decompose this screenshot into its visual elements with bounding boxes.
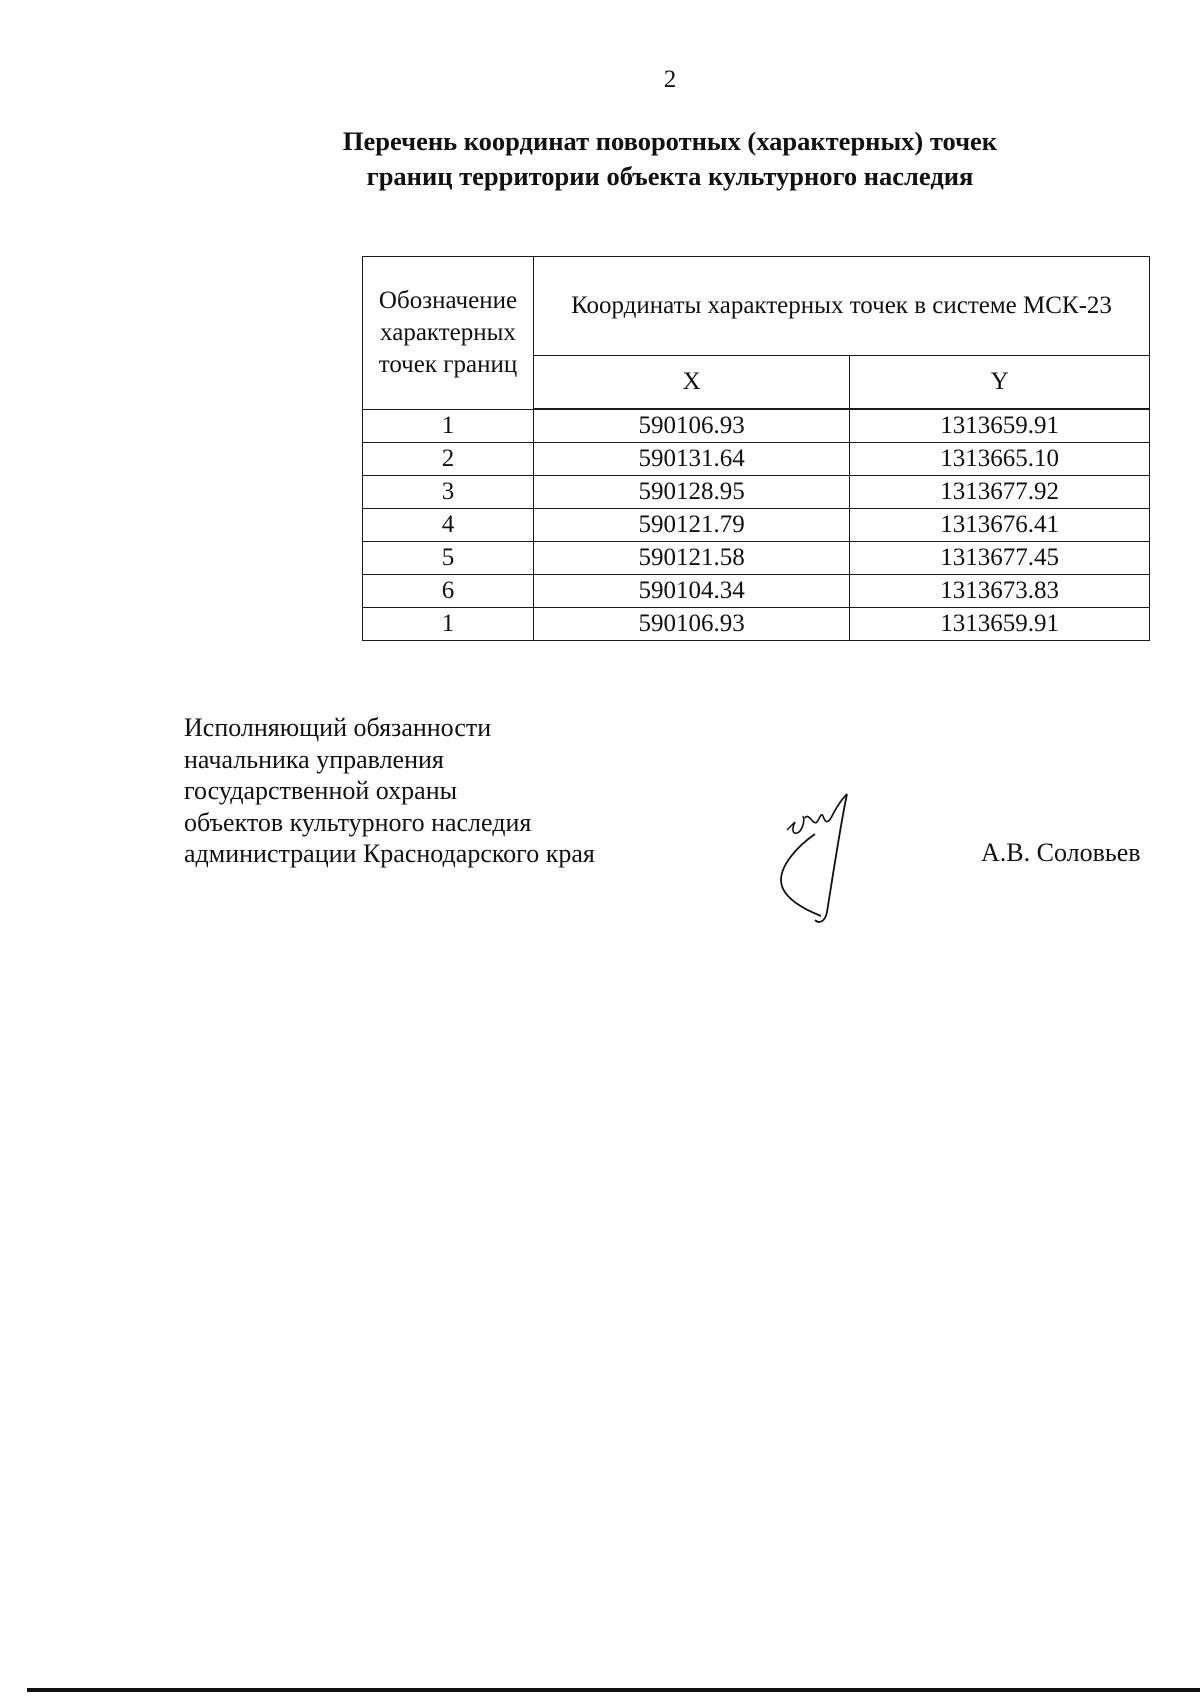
- title-line-2: границ территории объекта культурного наследия: [366, 161, 974, 191]
- bottom-rule: [27, 1688, 1200, 1692]
- x-coordinate-cell: 590106.93: [534, 608, 850, 641]
- header-y: Y: [850, 356, 1150, 410]
- point-cell: 3: [363, 476, 534, 509]
- page-number: 2: [663, 66, 677, 93]
- signer-position-line: государственной охраны: [184, 776, 458, 805]
- point-cell: 1: [363, 409, 534, 443]
- table-row: [363, 608, 1150, 641]
- table-row: [363, 542, 1150, 575]
- x-coordinate-cell: 590121.58: [534, 542, 850, 575]
- point-cell: 5: [363, 542, 534, 575]
- point-cell: 2: [363, 443, 534, 476]
- signer-name: А.В. Соловьев: [981, 838, 1141, 867]
- y-coordinate-cell: 1313673.83: [850, 575, 1150, 608]
- point-cell: 6: [363, 575, 534, 608]
- document-title: [255, 124, 1085, 194]
- signer-position-line: администрации Краснодарского края: [184, 839, 595, 868]
- table-row: [363, 575, 1150, 608]
- y-coordinate-cell: 1313665.10: [850, 443, 1150, 476]
- title-line-1: Перечень координат поворотных (характерных) точек: [342, 126, 998, 156]
- header-coordinates: Координаты характерных точек в системе МСК-23: [534, 257, 1150, 356]
- table-row: [363, 443, 1150, 476]
- point-cell: 4: [363, 509, 534, 542]
- y-coordinate-cell: 1313676.41: [850, 509, 1150, 542]
- signature-icon: [765, 792, 865, 932]
- signer-position: [184, 712, 595, 870]
- table-row: [363, 509, 1150, 542]
- y-coordinate-cell: 1313659.91: [850, 608, 1150, 641]
- x-coordinate-cell: 590104.34: [534, 575, 850, 608]
- y-coordinate-cell: 1313677.92: [850, 476, 1150, 509]
- table-row: [363, 409, 1150, 443]
- x-coordinate-cell: 590121.79: [534, 509, 850, 542]
- x-coordinate-cell: 590128.95: [534, 476, 850, 509]
- header-designation: Обозначение характерных точек границ: [363, 257, 534, 410]
- coordinates-table: [362, 256, 1150, 641]
- x-coordinate-cell: 590106.93: [534, 409, 850, 443]
- signer-position-line: Исполняющий обязанности: [184, 713, 492, 742]
- signer-position-line: объектов культурного наследия: [184, 807, 532, 837]
- y-coordinate-cell: 1313659.91: [850, 409, 1150, 443]
- header-x: X: [534, 356, 850, 410]
- table-row: [363, 476, 1150, 509]
- y-coordinate-cell: 1313677.45: [850, 542, 1150, 575]
- point-cell: 1: [363, 608, 534, 641]
- x-coordinate-cell: 590131.64: [534, 443, 850, 476]
- signer-position-line: начальника управления: [184, 744, 444, 774]
- table-body: [363, 409, 1150, 641]
